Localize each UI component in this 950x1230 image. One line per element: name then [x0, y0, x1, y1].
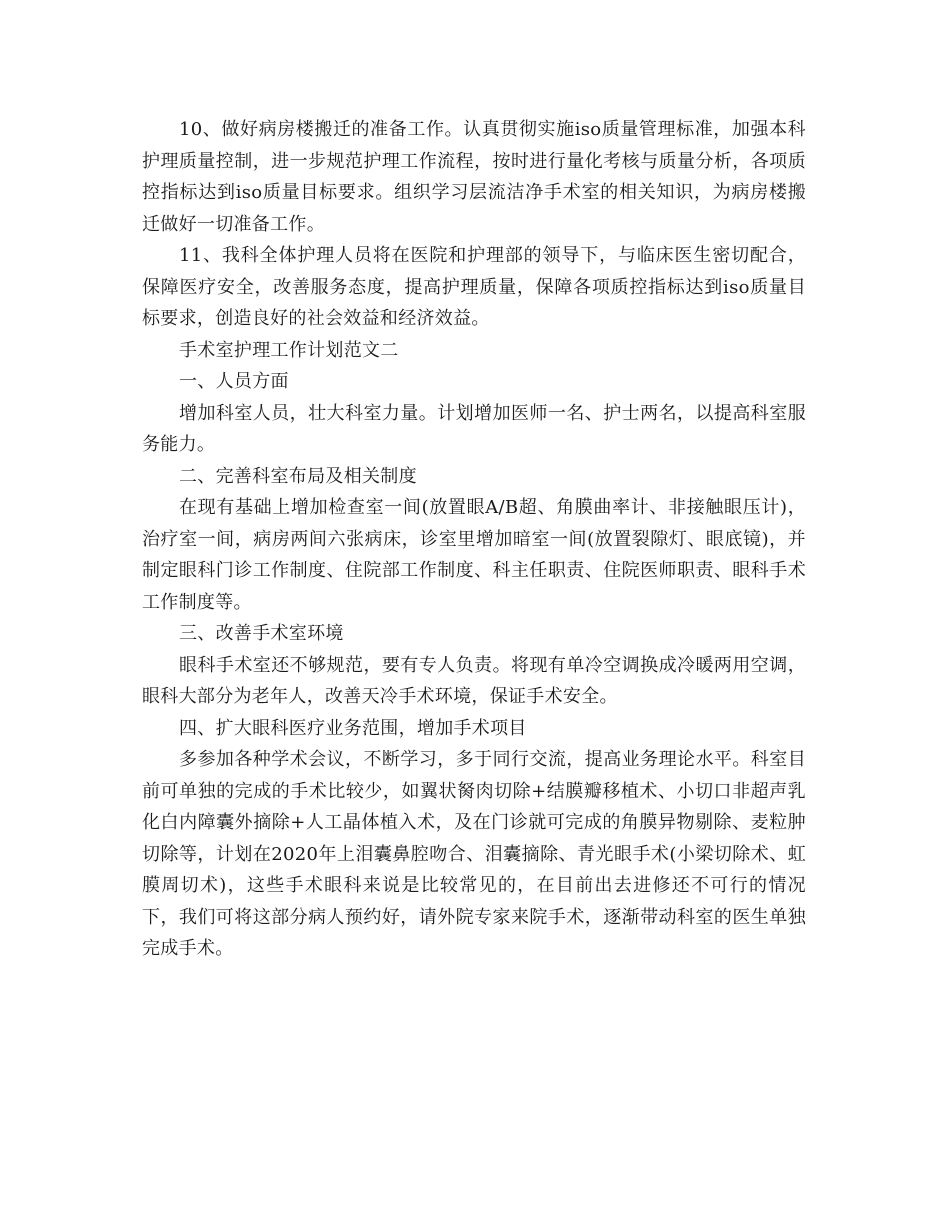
heading-expand-scope: 四、扩大眼科医疗业务范围，增加手术项目 [179, 717, 527, 739]
heading-personnel: 一、人员方面 [179, 371, 289, 392]
paragraph-item-10: 10、做好病房楼搬迁的准备工作。认真贯彻实施iso质量管理标准，加强本科护理质量控制，进一步规范护理工作流程，按时进行量化考核与质量分析，各项质控指标达到iso质量目标要求。组织学习层流洁净手术室的相关知识，为病房楼搬迁做好一切准备工作。 [142, 119, 806, 235]
paragraph-environment: 眼科手术室还不够规范，要有专人负责。将现有单冷空调换成冷暖两用空调，眼科大部分为老年人，改善天冷手术环境，保证手术安全。 [142, 654, 806, 707]
paragraph-layout-system: 在现有基础上增加检查室一间(放置眼A/B超、角膜曲率计、非接触眼压计)，治疗室一间，病房两间六张病床，诊室里增加暗室一间(放置裂隙灯、眼底镜)，并制定眼科门诊工作制度、住院部工作制度、科主任职责、住院医师职责、眼科手术工作制度等。 [142, 497, 806, 613]
heading-layout-system: 二、完善科室布局及相关制度 [179, 465, 417, 487]
paragraph-expand-scope: 多参加各种学术会议，不断学习，多于同行交流，提高业务理论水平。科室目前可单独的完成的手术比较少，如翼状胬肉切除+结膜瓣移植术、小切口非超声乳化白内障囊外摘除+人工晶体植入术，及在门诊就可完成的角膜异物剔除、麦粒肿切除等，计划在2020年上泪囊鼻腔吻合、泪囊摘除、青光眼手术(小梁切除术、虹膜周切术)，这些手术眼科来说是比较常见的，在目前出去进修还不可行的情况下，我们可将这部分病人预约好，请外院专家来院手术，逐渐带动科室的医生单独完成手术。 [142, 749, 806, 959]
section-title: 手术室护理工作计划范文二 [179, 339, 399, 361]
paragraph-item-11: 11、我科全体护理人员将在医院和护理部的领导下，与临床医生密切配合，保障医疗安全，改善服务态度，提高护理质量，保障各项质控指标达到iso质量目标要求，创造良好的社会效益和经济效益。 [142, 245, 806, 329]
heading-environment: 三、改善手术室环境 [179, 623, 344, 644]
paragraph-personnel: 增加科室人员，壮大科室力量。计划增加医师一名、护士两名，以提高科室服务能力。 [142, 402, 806, 455]
document-page [142, 114, 806, 965]
